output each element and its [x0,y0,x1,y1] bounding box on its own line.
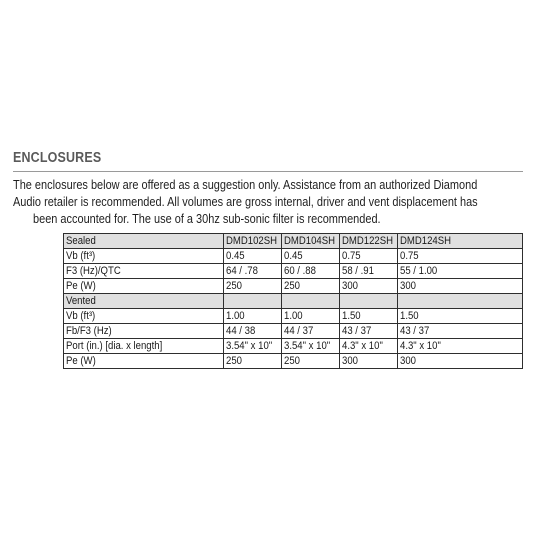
table-row [64,354,523,369]
table-cell: Vb (ft³) [64,249,224,264]
table-cell: DMD124SH [398,234,523,249]
table-cell: 43 / 37 [398,324,523,339]
table-row [64,324,523,339]
enclosure-spec-table [63,233,523,369]
table-cell: 1.50 [340,309,398,324]
table-cell: 0.75 [340,249,398,264]
table-row [64,309,523,324]
table-cell [398,294,523,309]
table-cell: 300 [398,354,523,369]
table-cell: 44 / 38 [224,324,282,339]
table-cell: 300 [340,279,398,294]
table-cell: 300 [398,279,523,294]
table-cell: 0.75 [398,249,523,264]
table-row [64,264,523,279]
section-heading: ENCLOSURES [13,150,102,166]
table-cell: 64 / .78 [224,264,282,279]
intro-line: The enclosures below are offered as a suggestion only. Assistance from an authorized Diamond [13,178,478,192]
table-cell: 43 / 37 [340,324,398,339]
table-cell: 1.00 [224,309,282,324]
heading-divider [13,171,523,172]
table-row [64,339,523,354]
table-cell: 58 / .91 [340,264,398,279]
table-cell: 250 [282,354,340,369]
table-cell: 1.50 [398,309,523,324]
table-cell: DMD122SH [340,234,398,249]
table-cell: 3.54" x 10" [224,339,282,354]
table-cell: 250 [282,279,340,294]
table-cell: DMD102SH [224,234,282,249]
sealed-header-row [64,234,523,249]
table-cell: 4.3" x 10" [340,339,398,354]
table-cell [224,294,282,309]
table-cell: 1.00 [282,309,340,324]
intro-line: been accounted for. The use of a 30hz sub-sonic filter is recommended. [33,212,381,226]
table-cell: 4.3" x 10" [398,339,523,354]
table-cell: 3.54" x 10" [282,339,340,354]
vented-header-row [64,294,523,309]
intro-line: Audio retailer is recommended. All volumes are gross internal, driver and vent displacement has [13,195,478,209]
table-cell [282,294,340,309]
table-cell: Fb/F3 (Hz) [64,324,224,339]
table-cell: 0.45 [224,249,282,264]
table-cell: Vb (ft³) [64,309,224,324]
table-cell: 0.45 [282,249,340,264]
table-cell: Vented [64,294,224,309]
table-cell: 60 / .88 [282,264,340,279]
table-cell [340,294,398,309]
table-cell: Pe (W) [64,354,224,369]
table-cell: Pe (W) [64,279,224,294]
table-cell: 250 [224,279,282,294]
table-cell: Port (in.) [dia. x length] [64,339,224,354]
table-row [64,249,523,264]
table-cell: DMD104SH [282,234,340,249]
table-cell: 44 / 37 [282,324,340,339]
table-cell: 250 [224,354,282,369]
table-cell: 55 / 1.00 [398,264,523,279]
table-cell: F3 (Hz)/QTC [64,264,224,279]
table-cell: Sealed [64,234,224,249]
intro-paragraph [13,177,500,228]
table-row [64,279,523,294]
table-cell: 300 [340,354,398,369]
